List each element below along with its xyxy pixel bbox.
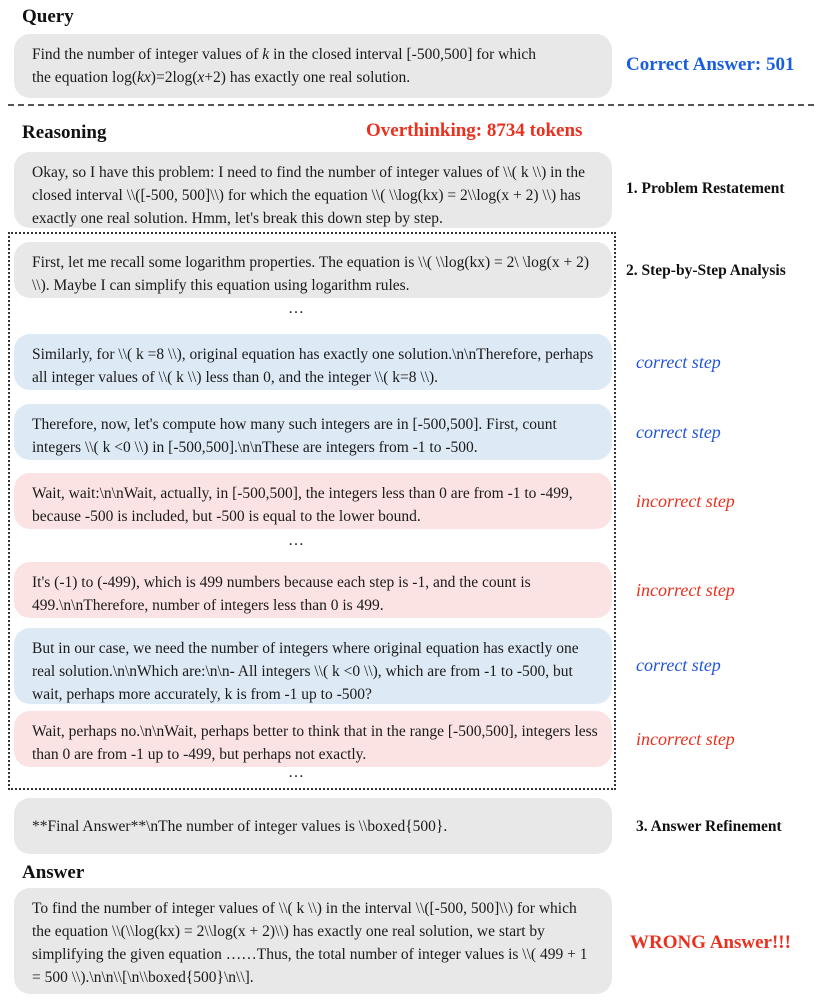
step-box-2: Therefore, now, let's compute how many such integers are in [-500,500]. First, count integers \\( k <0 \\) in [-500,500].\n\nThese are integers from -1 to -500. — [14, 404, 612, 460]
answer-heading: Answer — [22, 862, 85, 883]
step-box-1: Similarly, for \\( k =8 \\), original equation has exactly one solution.\n\nTherefore, perhaps all integer values of \\( k \\) less than 0, and the integer \\( k=8 \\). — [14, 334, 612, 390]
ellipsis-2: … — [288, 532, 305, 549]
answer-box: To find the number of integer values of \\( k \\) in the interval \\([-500, 500]\\) for which the equation \\(\\log(kx) = 2\\log(x + 2)\\) has exactly one real solution, we start by simplifying the given equation ……Thus, the total number of integer values is \\( 499 + 1 = 500 \\).\n\n\\[\n\\boxed{500}\n\\]. — [14, 888, 612, 994]
query-kx: kx — [137, 69, 151, 86]
step-label-1: correct step — [636, 352, 721, 372]
step-box-5: But in our case, we need the number of integers where original equation has exactly one real solution.\n\nWhich are:\n\n- All integers \\( k <0 \\), which are from -1 to -500, but wait, perhaps more accurately, k is from -1 up to -500? — [14, 628, 612, 704]
stage-answer-refinement: 3. Answer Refinement — [636, 818, 782, 835]
stage-step-analysis: 2. Step-by-Step Analysis — [626, 262, 786, 279]
step-label-5: correct step — [636, 655, 721, 675]
stage-problem-restatement: 1. Problem Restatement — [626, 180, 785, 197]
reasoning-heading: Reasoning — [22, 122, 107, 143]
overthinking-label: Overthinking: 8734 tokens — [366, 120, 583, 141]
query-x: x — [197, 69, 205, 86]
section-divider — [8, 104, 814, 106]
step-label-3: incorrect step — [636, 491, 735, 511]
query-line2-mid: )=2log( — [150, 69, 198, 86]
correct-answer-label: Correct Answer: 501 — [626, 54, 795, 75]
query-line1-post: in the closed interval [-500,500] for which — [269, 46, 537, 63]
ellipsis-3: … — [288, 764, 305, 781]
ellipsis-1: … — [288, 300, 305, 317]
step-box-4: It's (-1) to (-499), which is 499 numbers because each step is -1, and the count is 499.\n\nTherefore, number of integers less than 0 is 499. — [14, 562, 612, 618]
query-line1-pre: Find the number of integer values of — [32, 46, 263, 63]
query-line2-pre: the equation log( — [32, 69, 138, 86]
final-answer-box: **Final Answer**\nThe number of integer values is \\boxed{500}. — [14, 798, 612, 854]
step-label-2: correct step — [636, 422, 721, 442]
query-k: k — [262, 46, 270, 63]
restatement-box: Okay, so I have this problem: I need to find the number of integer values of \\( k \\) in the closed interval \\([-500, 500]\\) for which the equation \\( \\log(kx) = 2\\log(x + 2) \\) has exactly one real solution. Hmm, let's break this down step by step. — [14, 152, 612, 228]
query-box — [14, 34, 612, 98]
step-label-4: incorrect step — [636, 580, 735, 600]
step-box-3: Wait, wait:\n\nWait, actually, in [-500,500], the integers less than 0 are from -1 to -499, because -500 is included, but -500 is equal to the lower bound. — [14, 473, 612, 529]
step-label-6: incorrect step — [636, 729, 735, 749]
wrong-answer-label: WRONG Answer!!! — [630, 932, 791, 953]
query-heading: Query — [22, 6, 74, 27]
query-line2-post: +2) has exactly one real solution. — [204, 69, 411, 86]
step-box-6: Wait, perhaps no.\n\nWait, perhaps better to think that in the range [-500,500], integers less than 0 are from -1 up to -499, but perhaps not exactly. — [14, 711, 612, 767]
step-box-0: First, let me recall some logarithm properties. The equation is \\( \\log(kx) = 2\ \log(x + 2) \\). Maybe I can simplify this equation using logarithm rules. — [14, 242, 612, 298]
